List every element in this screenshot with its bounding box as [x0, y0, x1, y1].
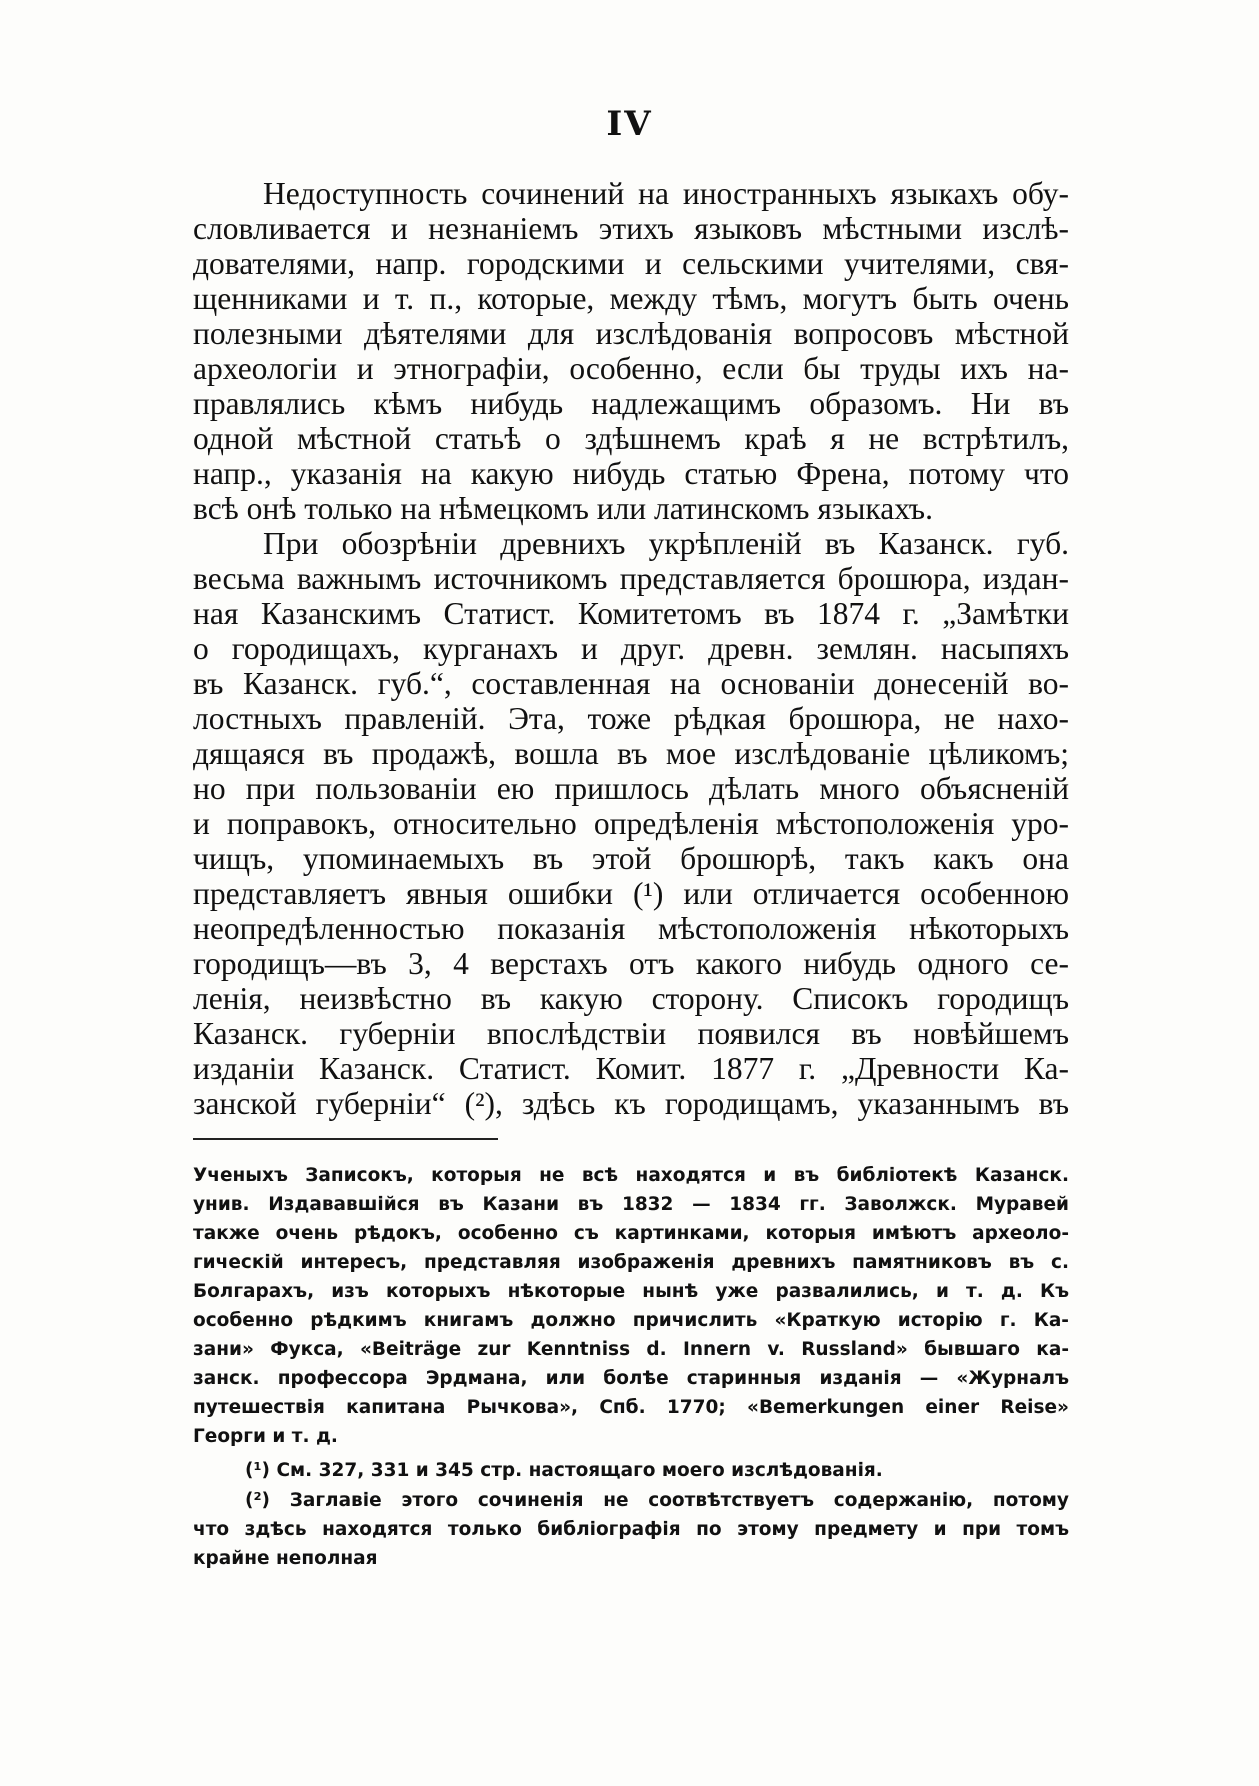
footnote-line: зани» Фукса, «Beiträge zur Kenntniss d. Innern v. Russland» бывшаго ка-	[193, 1339, 1069, 1360]
text-line: лостныхъ правленій. Эта, тоже рѣдкая брошюра, не нахо-	[193, 701, 1069, 736]
text-line: одной мѣстной статьѣ о здѣшнемъ краѣ я не встрѣтилъ,	[193, 421, 1069, 456]
text-line: городищъ—въ 3, 4 верстахъ отъ какого нибудь одного се-	[193, 946, 1069, 981]
text-line: и поправокъ, относительно опредѣленія мѣстоположенія уро-	[193, 806, 1069, 841]
footnote-line: путешествія капитана Рычкова», Спб. 1770; «Bemerkungen einer Reise»	[193, 1397, 1069, 1418]
footnote-line: гическій интересъ, представляя изображенія древнихъ памятниковъ въ с.	[193, 1252, 1069, 1273]
text-line: щенниками и т. п., которые, между тѣмъ, могутъ быть очень	[193, 281, 1069, 316]
page-number: IV	[606, 104, 653, 144]
text-line: При обозрѣніи древнихъ укрѣпленій въ Казанск. губ.	[263, 526, 1069, 561]
text-line: представляетъ явныя ошибки (¹) или отличается особенною	[193, 876, 1069, 911]
footnote-divider	[193, 1138, 498, 1140]
footnote-line: Ученыхъ Записокъ, которыя не всѣ находятся и въ библіотекѣ Казанск.	[193, 1165, 1069, 1186]
text-line: но при пользованіи ею пришлось дѣлать много объясненій	[193, 771, 1069, 806]
text-line: Казанск. губерніи впослѣдствіи появился въ новѣйшемъ	[193, 1016, 1069, 1051]
footnote-line: крайне неполная	[193, 1548, 378, 1569]
text-line: напр., указанія на какую нибудь статью Френа, потому что	[193, 456, 1069, 491]
text-line: полезными дѣятелями для изслѣдованія вопросовъ мѣстной	[193, 316, 1069, 351]
footnote-line: занск. профессора Эрдмана, или болѣе старинныя изданія — «Журналъ	[193, 1368, 1069, 1389]
text-line: дователями, напр. городскими и сельскими учителями, свя-	[193, 246, 1069, 281]
text-line: Недоступность сочинений на иностранныхъ языкахъ обу-	[263, 176, 1069, 211]
text-line: ленія, неизвѣстно въ какую сторону. Списокъ городищъ	[193, 981, 1069, 1016]
footnote-line: унив. Издававшійся въ Казани въ 1832 — 1834 гг. Заволжск. Муравей	[193, 1194, 1069, 1215]
text-line: занской губерніи“ (²), здѣсь къ городищамъ, указаннымъ въ	[193, 1086, 1069, 1121]
footnote-2: (²) Заглавіе этого сочиненія не соотвѣтствуетъ содержанію, потому	[245, 1490, 1069, 1511]
footnote-1: (¹) См. 327, 331 и 345 стр. настоящаго моего изслѣдованія.	[245, 1460, 883, 1481]
footnote-line: также очень рѣдокъ, особенно съ картинками, которыя имѣютъ археоло-	[193, 1223, 1069, 1244]
text-line: о городищахъ, курганахъ и друг. древн. землян. насыпяхъ	[193, 631, 1069, 666]
footnote-line: особенно рѣдкимъ книгамъ должно причислить «Краткую исторію г. Ка-	[193, 1310, 1069, 1331]
text-line: дящаяся въ продажѣ, вошла въ мое изслѣдованіе цѣликомъ;	[193, 736, 1069, 771]
text-line: всѣ онѣ только на нѣмецкомъ или латинскомъ языкахъ.	[193, 491, 933, 526]
footnote-line: Болгарахъ, изъ которыхъ нѣкоторые нынѣ уже развалились, и т. д. Къ	[193, 1281, 1069, 1302]
text-line: изданіи Казанск. Статист. Комит. 1877 г. „Древности Ка-	[193, 1051, 1069, 1086]
text-line: неопредѣленностью показанія мѣстоположенія нѣкоторыхъ	[193, 911, 1069, 946]
text-line: словливается и незнаніемъ этихъ языковъ мѣстными изслѣ-	[193, 211, 1069, 246]
text-line: правлялись кѣмъ нибудь надлежащимъ образомъ. Ни въ	[193, 386, 1069, 421]
text-line: археологіи и этнографіи, особенно, если бы труды ихъ на-	[193, 351, 1069, 386]
text-line: ная Казанскимъ Статист. Комитетомъ въ 1874 г. „Замѣтки	[193, 596, 1069, 631]
text-line: чищъ, упоминаемыхъ въ этой брошюрѣ, такъ какъ она	[193, 841, 1069, 876]
text-line: въ Казанск. губ.“, составленная на основаніи донесеній во-	[193, 666, 1069, 701]
footnote-line: что здѣсь находятся только библіографія по этому предмету и при томъ	[193, 1519, 1069, 1540]
footnote-line: Георги и т. д.	[193, 1426, 338, 1447]
text-line: весьма важнымъ источникомъ представляется брошюра, издан-	[193, 561, 1069, 596]
